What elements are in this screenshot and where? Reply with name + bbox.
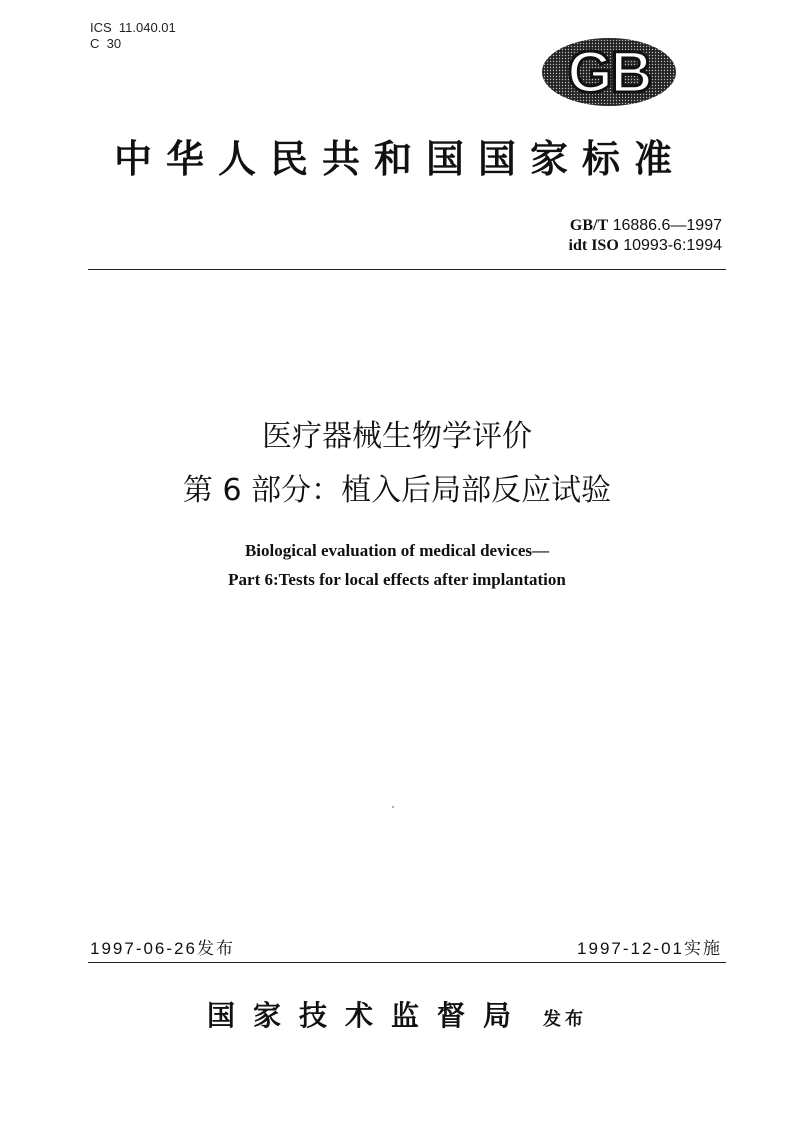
gb-prefix: GB/T <box>569 217 609 234</box>
issuer-line <box>0 998 794 1038</box>
issuer-action: 发布 <box>543 1009 587 1030</box>
ccs-code: C 30 <box>90 36 122 51</box>
gb-number: 16886.6—1997 <box>612 217 722 234</box>
implementation-date: 1997-12-01实施 <box>577 939 722 958</box>
standard-codes <box>569 216 722 256</box>
idt-code-line <box>569 236 722 256</box>
title-cn-line2: 第 6 部分：植入后局部反应试验 <box>182 473 612 508</box>
ics-code: ICS 11.040.01 <box>90 20 176 35</box>
scan-speck <box>392 806 394 808</box>
idt-prefix: idt ISO <box>568 237 619 254</box>
title-en-line1: Biological evaluation of medical devices— <box>244 541 550 560</box>
gb-code-line <box>569 216 722 236</box>
national-standard-title: 中华人民共和国国家标准 <box>113 136 686 181</box>
idt-number: 10993-6:1994 <box>623 237 722 254</box>
classification-codes <box>90 20 176 52</box>
issuing-organization: 国家技术监督局 <box>206 999 529 1032</box>
gb-logo-text: GB <box>567 40 651 105</box>
issue-date: 1997-06-26发布 <box>90 939 235 958</box>
title-cn-line1: 医疗器械生物学评价 <box>262 419 532 454</box>
footer-rule <box>88 962 726 963</box>
title-en-line2: Part 6:Tests for local effects after implantation <box>228 570 566 589</box>
gb-logo-graphic <box>540 36 678 108</box>
gb-logo <box>540 36 678 108</box>
header-rule <box>88 269 726 270</box>
